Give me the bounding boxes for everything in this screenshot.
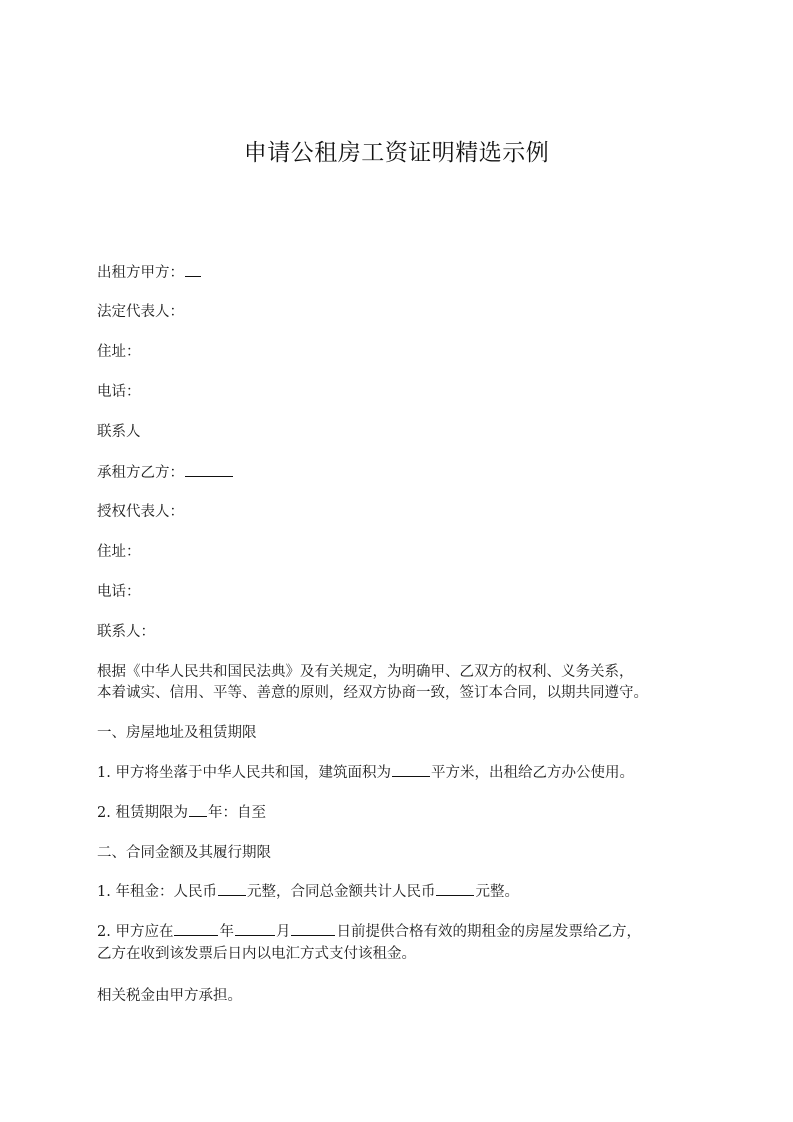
month-blank bbox=[235, 921, 275, 936]
lessee-contact-line: 联系人： bbox=[97, 624, 155, 640]
s2-item2-text-c: 月 bbox=[275, 924, 291, 940]
s1-item2-text-b: 年：自至 bbox=[207, 805, 266, 821]
lessee-blank bbox=[185, 462, 233, 477]
section1-item2 bbox=[97, 802, 266, 823]
area-blank bbox=[392, 762, 430, 777]
day-blank bbox=[291, 921, 335, 936]
lessee-rep-line: 授权代表人： bbox=[97, 504, 184, 520]
section2-heading: 二、合同金额及其履行期限 bbox=[97, 845, 271, 861]
section1-heading: 一、房屋地址及租赁期限 bbox=[97, 725, 257, 741]
section2-item2 bbox=[97, 921, 641, 942]
preamble-line-2: 本着诚实、信用、平等、善意的原则，经双方协商一致，签订本合同，以期共同遵守。 bbox=[97, 685, 648, 701]
s2-item1-text-a: 1. 年租金：人民币 bbox=[97, 884, 217, 900]
s1-item1-text-b: 平方米，出租给乙方办公使用。 bbox=[430, 765, 634, 781]
lessee-address-line: 住址： bbox=[97, 544, 141, 560]
lessor-line bbox=[97, 262, 202, 283]
section2-item1 bbox=[97, 881, 519, 902]
section1-item1 bbox=[97, 762, 634, 783]
lessor-blank bbox=[185, 262, 201, 277]
lessee-line bbox=[97, 462, 234, 483]
lessor-address-line: 住址： bbox=[97, 344, 141, 360]
lessor-phone-line: 电话： bbox=[97, 384, 141, 400]
s2-item2-text-b: 年 bbox=[219, 924, 234, 940]
year-blank bbox=[174, 921, 218, 936]
s1-item2-text-a: 2. 租赁期限为 bbox=[97, 805, 188, 821]
total-amount-blank bbox=[436, 881, 474, 896]
lessee-label: 承租方乙方： bbox=[97, 465, 184, 481]
term-blank bbox=[189, 802, 207, 817]
s2-item2-text-d: 日前提供合格有效的期租金的房屋发票给乙方， bbox=[336, 924, 641, 940]
s2-item1-text-b: 元整，合同总金额共计人民币 bbox=[246, 884, 436, 900]
lessor-rep-line: 法定代表人： bbox=[97, 304, 184, 320]
s1-item1-text-a: 1. 甲方将坐落于中华人民共和国，建筑面积为 bbox=[97, 765, 391, 781]
s2-item2-text-a: 2. 甲方应在 bbox=[97, 924, 174, 940]
section2-item2-line2: 乙方在收到该发票后日内以电汇方式支付该租金。 bbox=[97, 946, 416, 962]
lessee-phone-line: 电话： bbox=[97, 584, 141, 600]
annual-rent-blank bbox=[218, 881, 246, 896]
tax-note: 相关税金由甲方承担。 bbox=[97, 988, 242, 1004]
preamble-line-1: 根据《中华人民共和国民法典》及有关规定，为明确甲、乙双方的权利、义务关系， bbox=[97, 664, 634, 680]
lessor-label: 出租方甲方： bbox=[97, 265, 184, 281]
lessor-contact-line: 联系人 bbox=[97, 424, 141, 440]
document-title: 申请公租房工资证明精选示例 bbox=[243, 140, 550, 166]
s2-item1-text-c: 元整。 bbox=[475, 884, 519, 900]
